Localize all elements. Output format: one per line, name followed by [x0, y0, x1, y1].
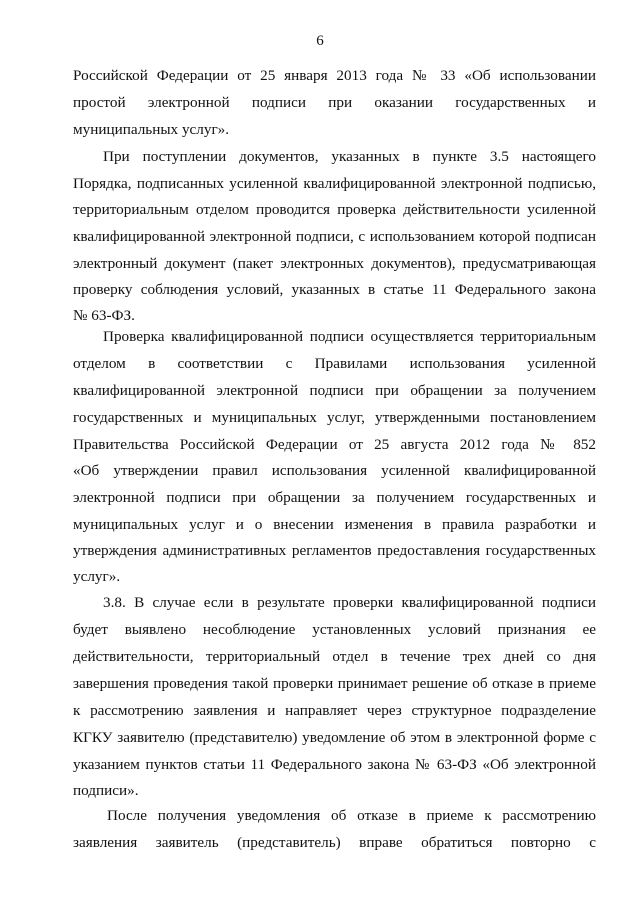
paragraph-line: 3.8. В случае если в результате проверки квалифицированной подписи	[103, 594, 596, 611]
page-number: 6	[316, 33, 324, 49]
paragraph-line: к рассмотрению заявления и направляет через структурное подразделение	[73, 702, 596, 719]
paragraph-line: «Об утверждении правил использования усиленной квалифицированной	[73, 462, 596, 479]
paragraph-line: квалифицированной электронной подписи при обращении за получением	[73, 382, 596, 399]
paragraph-line: действительности, территориальный отдел в течение трех дней со дня	[73, 648, 596, 665]
paragraph-line: муниципальных услуг».	[73, 121, 230, 138]
paragraph-line: электронной подписи при обращении за получением государственных и	[73, 489, 596, 506]
paragraph-line: простой электронной подписи при оказании государственных и	[73, 94, 596, 111]
paragraph-line: Правительства Российской Федерации от 25 августа 2012 года № 852	[73, 436, 596, 453]
paragraph-line: территориальным отделом проводится проверка действительности усиленной	[73, 201, 596, 218]
paragraph-line: При поступлении документов, указанных в пункте 3.5 настоящего	[103, 148, 596, 165]
paragraph-line: № 63-ФЗ.	[73, 307, 135, 324]
paragraph-line: будет выявлено несоблюдение установленных условий признания ее	[73, 621, 596, 638]
paragraph-line: Проверка квалифицированной подписи осуществляется территориальным	[103, 328, 596, 345]
paragraph-line: завершения проведения такой проверки принимает решение об отказе в приеме	[73, 675, 596, 692]
paragraph-line: указанием пунктов статьи 11 Федерального закона № 63-ФЗ «Об электронной	[73, 756, 596, 773]
paragraph-line: Российской Федерации от 25 января 2013 года № 33 «Об использовании	[73, 67, 596, 84]
paragraph-line: утверждения административных регламентов предоставления государственных	[73, 542, 596, 559]
paragraph-line: заявления заявитель (представитель) вправе обратиться повторно с	[73, 834, 596, 851]
paragraph-line: подписи».	[73, 782, 139, 799]
paragraph-line: Порядка, подписанных усиленной квалифицированной электронной подписью,	[73, 175, 596, 192]
paragraph-line: КГКУ заявителю (представителю) уведомление об этом в электронной форме с	[73, 729, 596, 746]
paragraph-line: После получения уведомления об отказе в приеме к рассмотрению	[107, 807, 596, 824]
paragraph-line: государственных и муниципальных услуг, утвержденными постановлением	[73, 409, 596, 426]
paragraph-line: услуг».	[73, 568, 121, 585]
paragraph-line: электронный документ (пакет электронных документов), предусматривающая	[73, 255, 596, 272]
paragraph-line: муниципальных услуг и о внесении изменения в правила разработки и	[73, 516, 596, 533]
paragraph-line: квалифицированной электронной подписи, с использованием которой подписан	[73, 228, 596, 245]
paragraph-line: проверку соблюдения условий, указанных в статье 11 Федерального закона	[73, 281, 596, 298]
paragraph-line: отделом в соответствии с Правилами использования усиленной	[73, 355, 596, 372]
